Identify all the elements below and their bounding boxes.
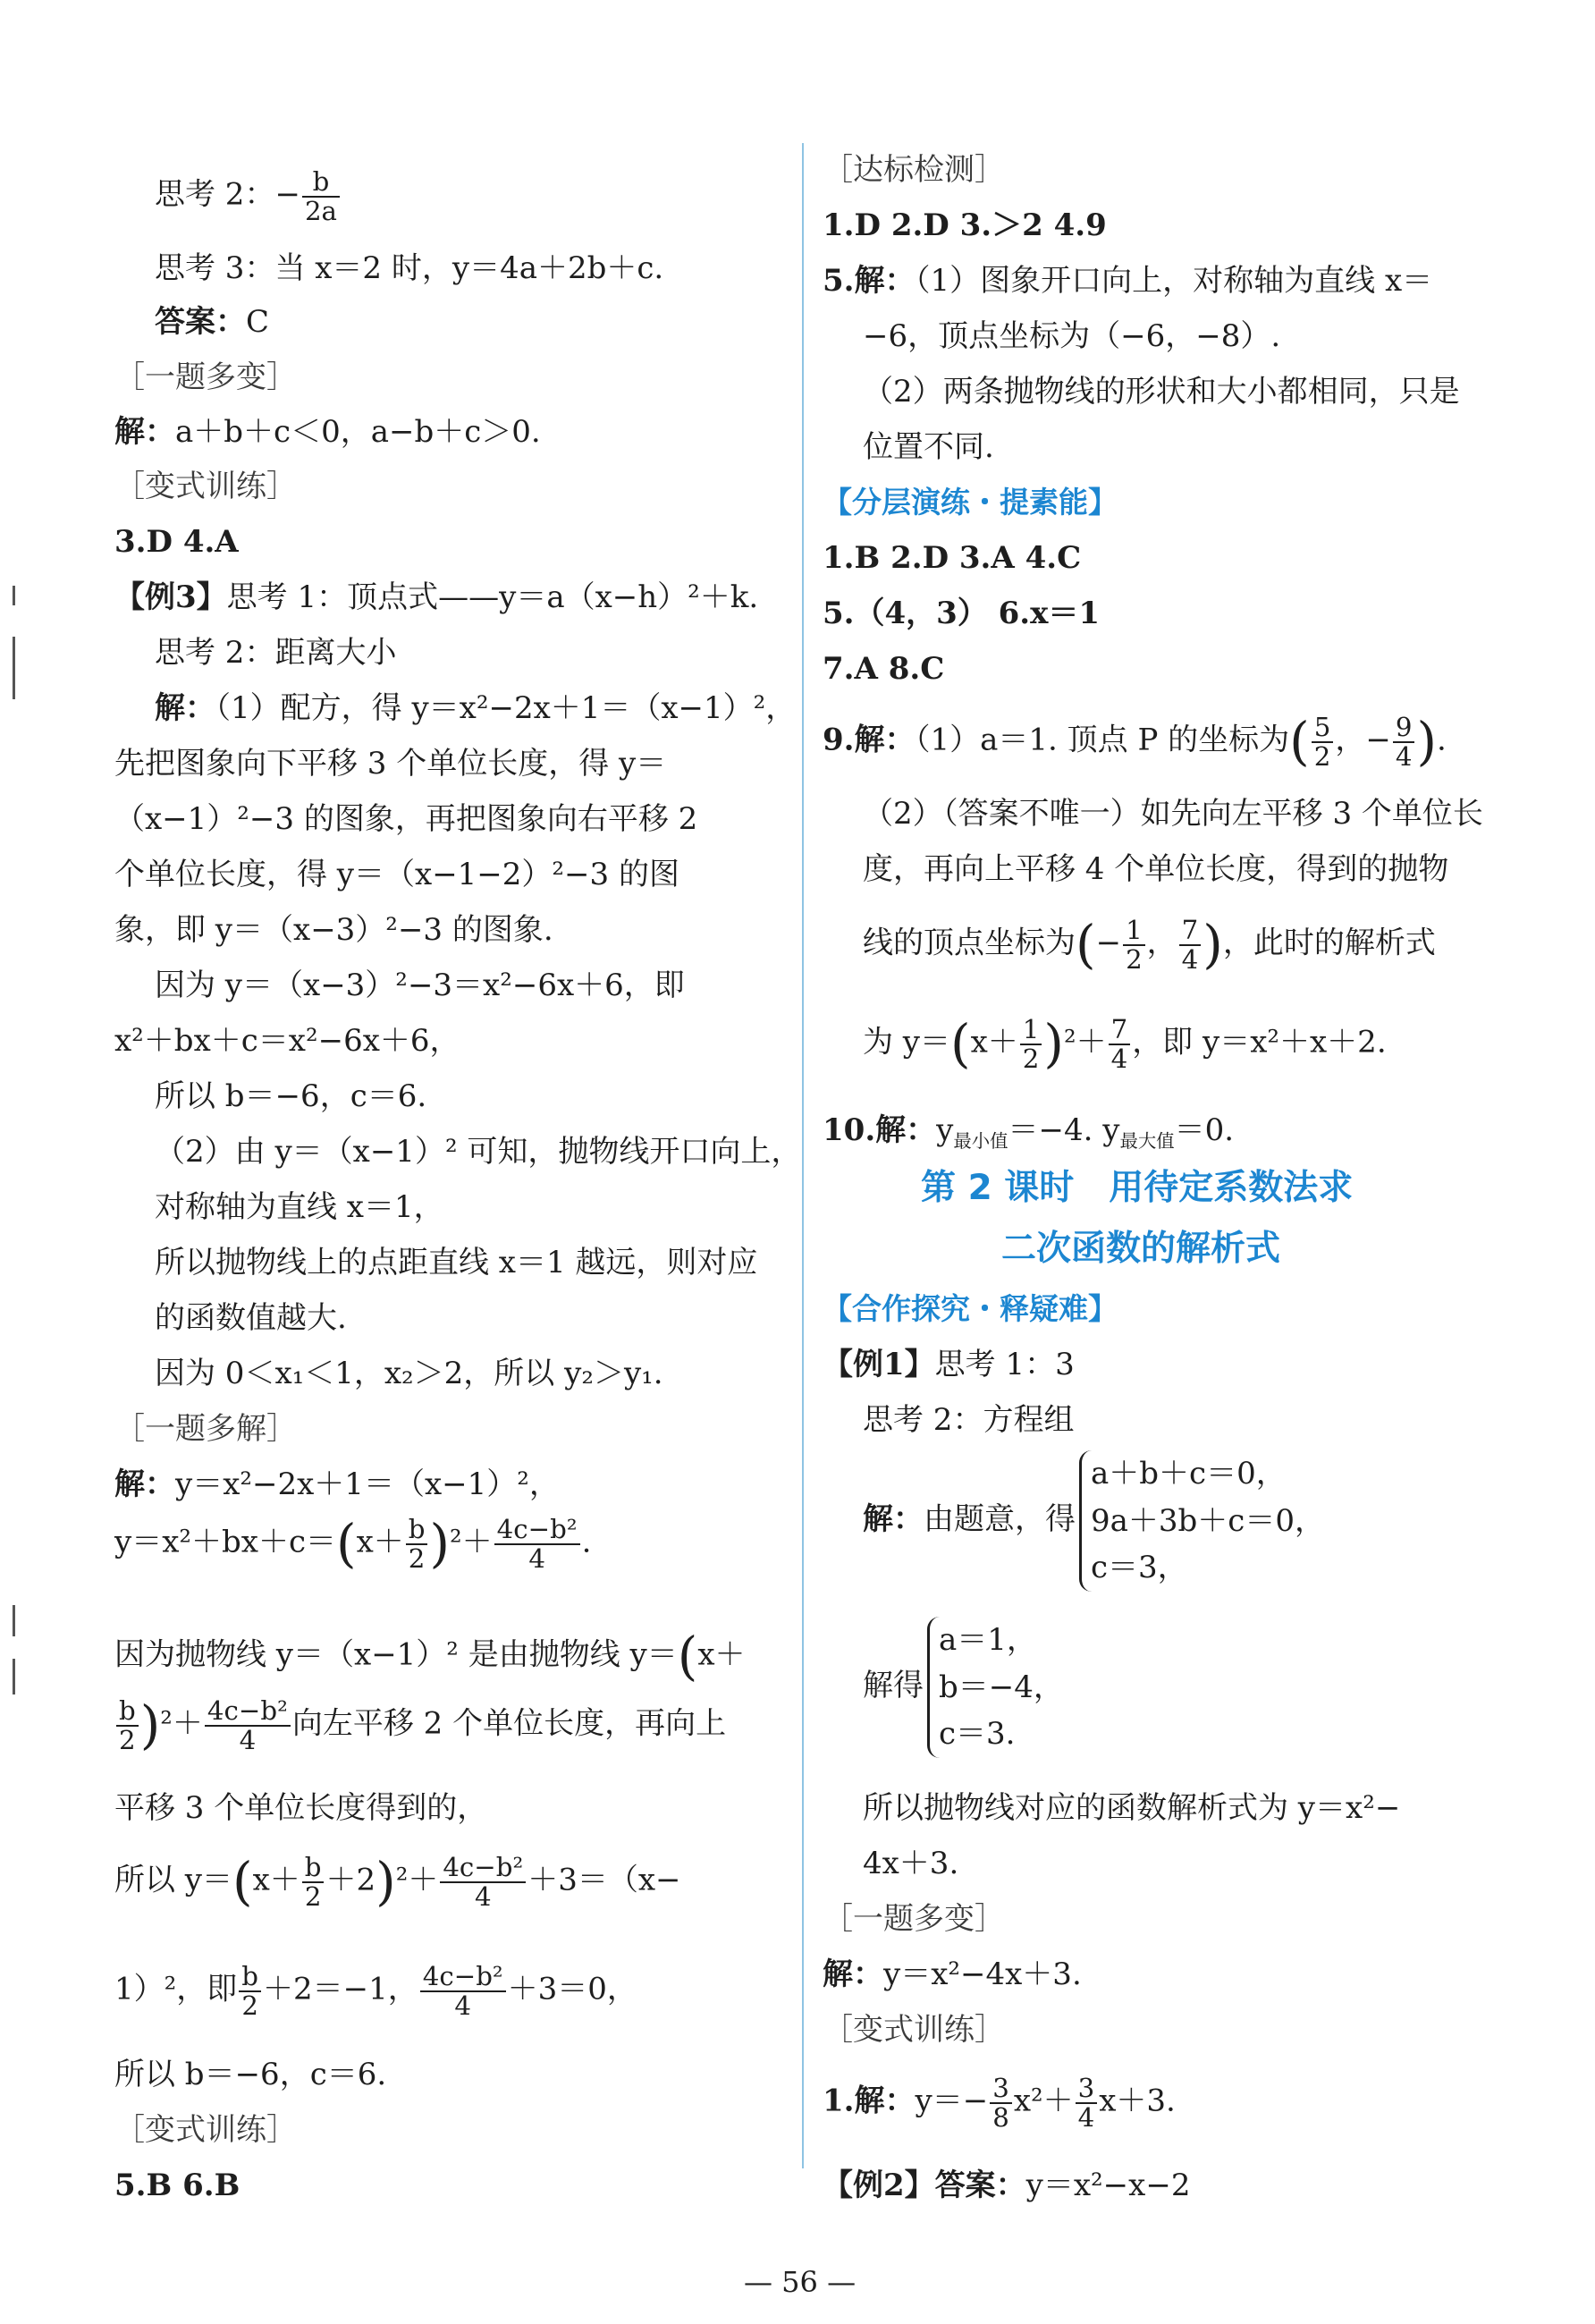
fraction: $\frac{b}{2a}$ <box>302 168 340 224</box>
solution-system: a＝1， b＝−4， c＝3. <box>927 1617 1064 1758</box>
text-line: x²＋bx＋c＝x²−6x＋6， <box>114 1023 460 1059</box>
section-label: ［一题多解］ <box>114 1411 297 1447</box>
answers-line: 5.（4，3） 6.x＝1 <box>823 596 1101 631</box>
q9-formula-line: 为 y＝(x＋ $\frac{1}{2}$ )²＋ $\frac{7}{4}$ ，即 y＝x²＋x＋2. <box>863 1013 1387 1074</box>
text-line: 所以 b＝−6，c＝6. <box>114 2057 387 2092</box>
answers-line: 7.A 8.C <box>823 651 945 687</box>
text-line: 所以抛物线上的点距直线 x＝1 越远，则对应 <box>155 1245 758 1280</box>
text-line: （x−1）²−3 的图象，再把图象向右平移 2 <box>114 801 698 837</box>
method-line: 解：y＝x²−2x＋1＝（x−1）²， <box>114 1466 560 1502</box>
section-label: ［变式训练］ <box>823 2012 1005 2048</box>
text-line: 对称轴为直线 x＝1， <box>155 1189 444 1225</box>
q5-line: 5.解：（1）图象开口向上，对称轴为直线 x＝ <box>823 263 1433 299</box>
scan-mark <box>13 1605 15 1636</box>
lesson-title: 第 2 课时 用待定系数法求 <box>921 1168 1354 1208</box>
example1-heading: 【例1】思考 1：3 <box>823 1347 1075 1382</box>
q9-line: 9.解：（1）a＝1. 顶点 P 的坐标为( $\frac{5}{2}$ ，− $\frac{9}{4}$ ). <box>823 711 1447 772</box>
text-line: 度，再向上平移 4 个单位长度，得到的抛物 <box>863 851 1449 887</box>
solution-line: 解：a＋b＋c＜0，a−b＋c＞0. <box>114 414 541 450</box>
scan-mark <box>13 1659 15 1694</box>
answers-line: 1.B 2.D 3.A 4.C <box>823 540 1082 576</box>
method-line: 因为抛物线 y＝（x−1）² 是由抛物线 y＝(x＋ <box>114 1626 746 1686</box>
text-line: 因为 0＜x₁＜1，x₂＞2，所以 y₂＞y₁. <box>155 1356 663 1391</box>
equation-system: a＋b＋c＝0， 9a＋3b＋c＝0， c＝3， <box>1079 1450 1325 1592</box>
scan-mark <box>13 586 15 605</box>
variation-line: 解：y＝x²−4x＋3. <box>823 1956 1082 1992</box>
think3-line: 思考 3：当 x＝2 时，y＝4a＋2b＋c. <box>155 250 664 286</box>
solution-system-line: 解得 a＝1， b＝−4， c＝3. <box>863 1617 1064 1758</box>
method-formula-line: $\frac{b}{2}$ )²＋ $\frac{\text{4c−b²}}{4}$ 向左平移 2 个单位长度，再向上 <box>114 1694 726 1756</box>
section-label: ［一题多变］ <box>823 1901 1005 1937</box>
q10-line: 10.解：$y_{最小值}=-4$. $y_{最大值}=0$. <box>823 1112 1235 1152</box>
text-line: 的函数值越大. <box>155 1300 347 1336</box>
text-line: （2）（答案不唯一）如先向左平移 3 个单位长 <box>863 796 1483 832</box>
text-line: 因为 y＝（x−3）²−3＝x²−6x＋6，即 <box>155 968 685 1003</box>
text-line: −6，顶点坐标为（−6，−8）. <box>863 318 1281 354</box>
answer-line: 答案：C <box>155 304 270 340</box>
text-line: 所以 b＝−6，c＝6. <box>155 1078 427 1114</box>
answers-5-6: 5.B 6.B <box>114 2168 241 2203</box>
equation-system-line: 解：由题意，得 a＋b＋c＝0， 9a＋3b＋c＝0， c＝3， <box>863 1450 1325 1592</box>
page-number: — 56 — <box>744 2265 857 2299</box>
lesson-title: 二次函数的解析式 <box>1001 1229 1281 1269</box>
example3-think2: 思考 2：距离大小 <box>155 635 397 671</box>
text-line: 象，即 y＝（x−3）²−3 的图象. <box>114 912 553 948</box>
answers-1-4: 1.D 2.D 3.＞2 4.9 <box>823 207 1107 243</box>
scan-mark <box>13 637 15 699</box>
section-label: ［变式训练］ <box>114 469 297 504</box>
training-line: 1.解：y＝− $\frac{3}{8}$ x²＋ $\frac{3}{4}$ x＋3. <box>823 2073 1176 2133</box>
text-line: 个单位长度，得 y＝（x−1−2）²−3 的图 <box>114 857 679 892</box>
section-label: ［一题多变］ <box>114 359 297 395</box>
example3-sol-line: 解：（1）配方，得 y＝x²−2x＋1＝（x−1）²， <box>155 690 797 726</box>
q9-formula-line: 线的顶点坐标为(− $\frac{1}{2}$ ， $\frac{7}{4}$ )，此时的解析式 <box>863 914 1436 975</box>
section-heading: 【合作探究・释疑难】 <box>823 1291 1118 1326</box>
column-divider <box>802 143 804 2168</box>
example3-heading: 【例3】思考 1：顶点式——y＝a（x−h）²＋k. <box>114 579 759 615</box>
text-line: 思考 2：方程组 <box>863 1402 1075 1438</box>
answers-3-4: 3.D 4.A <box>114 524 239 560</box>
text-line: 先把图象向下平移 3 个单位长度，得 y＝ <box>114 746 667 782</box>
method-formula-line: y＝x²＋bx＋c＝(x＋ $\frac{b}{2}$ )²＋ $\frac{\text{4c−b²}}{4}$ . <box>114 1513 592 1574</box>
text-line: 所以抛物线对应的函数解析式为 y＝x²− <box>863 1790 1401 1826</box>
section-label: ［达标检测］ <box>823 152 1005 188</box>
text-line: 位置不同. <box>863 429 994 465</box>
example2-line: 【例2】答案：y＝x²−x−2 <box>823 2168 1191 2203</box>
method-formula-line: 所以 y＝(x＋ $\frac{b}{2}$ ＋2)²＋ $\frac{\text{4c−b²}}{4}$ ＋3＝（x− <box>114 1851 681 1912</box>
text-line: （2）由 y＝（x−1）² 可知，抛物线开口向上， <box>155 1134 802 1170</box>
method-formula-line: 1）²，即 $\frac{b}{2}$ ＋2＝−1， $\frac{\text{4c−b²}}{4}$ ＋3＝0， <box>114 1961 637 2021</box>
text-line: 4x＋3. <box>863 1846 959 1881</box>
text-line: 平移 3 个单位长度得到的， <box>114 1790 488 1826</box>
section-heading: 【分层演练・提素能】 <box>823 485 1118 520</box>
text-line: （2）两条抛物线的形状和大小都相同，只是 <box>863 374 1460 410</box>
think2-line: 思考 2：− $\frac{b}{2a}$ <box>155 168 342 224</box>
section-label: ［变式训练］ <box>114 2112 297 2148</box>
